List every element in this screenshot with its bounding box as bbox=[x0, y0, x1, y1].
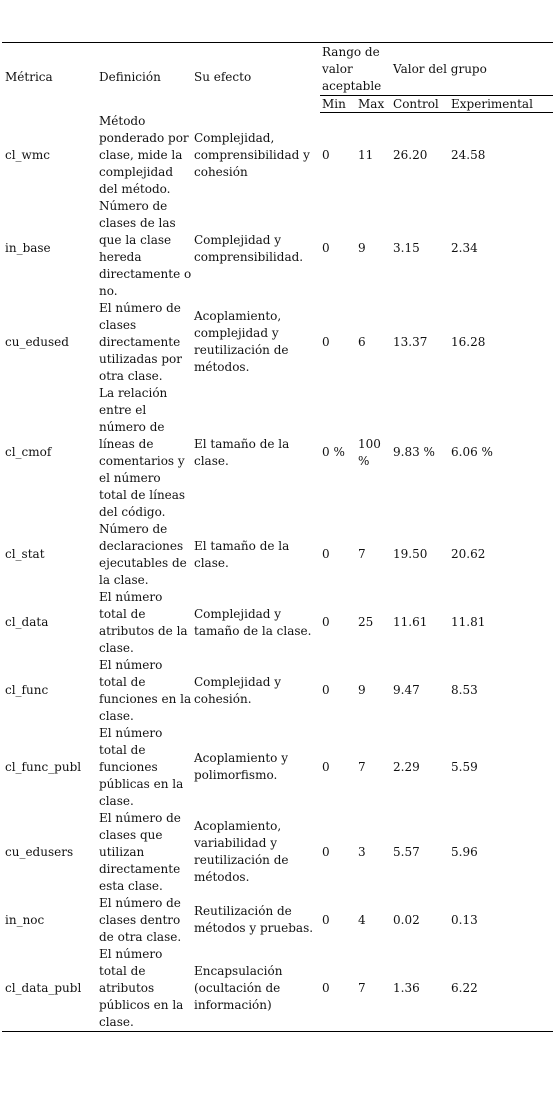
cell-metrica: cl_stat bbox=[5, 547, 45, 561]
cell-efecto: Encapsulación (ocultación de información) bbox=[192, 946, 320, 1032]
cell-metrica: cl_wmc bbox=[5, 147, 50, 162]
cell-control: 9.83 % bbox=[393, 445, 435, 459]
cell-definicion: Número de declaraciones ejecutables de la clase. bbox=[99, 521, 187, 587]
cell-min: 0 bbox=[322, 547, 330, 561]
cell-experimental: 6.06 % bbox=[451, 445, 493, 459]
cell-experimental: 6.22 bbox=[449, 946, 553, 1032]
cell-experimental: 0.13 bbox=[451, 912, 478, 927]
cell-definicion: El número total de funciones públicas en la clase. bbox=[99, 725, 184, 808]
table-row bbox=[2, 810, 553, 895]
table-row bbox=[2, 385, 553, 521]
cell-experimental: 20.62 bbox=[451, 547, 486, 561]
cell-efecto: El tamaño de la clase. bbox=[194, 538, 290, 570]
cell-definicion: La relación entre el número de líneas de comentarios y el número total de líneas del código. bbox=[99, 385, 186, 519]
cell-control: 2.29 bbox=[393, 759, 420, 774]
cell-experimental: 24.58 bbox=[451, 147, 486, 162]
cell-metrica: cl_func_publ bbox=[5, 759, 82, 774]
cell-control: 3.15 bbox=[393, 241, 420, 255]
header-control: Control bbox=[391, 96, 449, 113]
cell-metrica: cl_data bbox=[5, 615, 49, 629]
cell-max: 25 bbox=[358, 615, 374, 629]
header-metrica: Métrica bbox=[2, 43, 97, 113]
cell-control: 0.02 bbox=[393, 912, 420, 927]
table-row bbox=[2, 895, 553, 946]
cell-max: 6 bbox=[358, 334, 366, 349]
cell-metrica: cl_func bbox=[5, 683, 49, 697]
cell-min: 0 bbox=[322, 147, 330, 162]
cell-efecto: Complejidad y comprensibilidad. bbox=[194, 232, 304, 264]
cell-experimental: 8.53 bbox=[451, 683, 478, 697]
cell-min: 0 bbox=[322, 615, 330, 629]
cell-min: 0 bbox=[322, 241, 330, 255]
cell-metrica: cu_edused bbox=[5, 334, 69, 349]
table-row bbox=[2, 657, 553, 725]
table-row bbox=[2, 946, 553, 1032]
cell-max: 9 bbox=[358, 683, 366, 697]
cell-max: 7 bbox=[358, 759, 366, 774]
cell-definicion: El número total de atributos de la clase. bbox=[99, 589, 188, 655]
table-row bbox=[2, 113, 553, 198]
cell-max: 11 bbox=[358, 147, 374, 162]
table-row bbox=[2, 198, 553, 300]
cell-max: 7 bbox=[358, 547, 366, 561]
cell-min: 0 bbox=[320, 946, 356, 1032]
table-row bbox=[2, 521, 553, 589]
cell-efecto: Complejidad, comprensibilidad y cohesión bbox=[194, 130, 310, 179]
cell-control: 26.20 bbox=[393, 147, 428, 162]
cell-max: 4 bbox=[358, 912, 366, 927]
cell-max: 7 bbox=[356, 946, 391, 1032]
cell-experimental: 2.34 bbox=[451, 241, 478, 255]
cell-min: 0 bbox=[322, 759, 330, 774]
header-rango: Rango de valor aceptable bbox=[320, 43, 391, 96]
cell-max: 100 % bbox=[358, 436, 381, 468]
cell-efecto: Acoplamiento y polimorfismo. bbox=[194, 751, 288, 782]
header-grupo: Valor del grupo bbox=[391, 43, 553, 96]
cell-efecto: Acoplamiento, variabilidad y reutilización de métodos. bbox=[194, 819, 289, 884]
cell-metrica: cl_cmof bbox=[5, 445, 52, 459]
cell-control: 9.47 bbox=[393, 683, 420, 697]
cell-control: 1.36 bbox=[391, 946, 449, 1032]
cell-min: 0 bbox=[322, 334, 330, 349]
cell-metrica: cu_edusers bbox=[5, 844, 74, 859]
cell-experimental: 16.28 bbox=[451, 334, 486, 349]
header-max: Max bbox=[356, 96, 391, 113]
cell-experimental: 5.96 bbox=[451, 844, 478, 859]
cell-definicion: Método ponderado por clase, mide la complejidad del método. bbox=[99, 113, 189, 196]
header-experimental: Experimental bbox=[449, 96, 553, 113]
cell-definicion: El número de clases que utilizan directamente esta clase. bbox=[99, 810, 181, 893]
cell-max: 3 bbox=[358, 844, 366, 859]
header-definicion: Definición bbox=[97, 43, 192, 113]
cell-efecto: Reutilización de métodos y pruebas. bbox=[194, 904, 314, 935]
header-efecto: Su efecto bbox=[192, 43, 320, 113]
cell-experimental: 11.81 bbox=[451, 615, 486, 629]
cell-efecto: Complejidad y cohesión. bbox=[194, 674, 282, 706]
cell-efecto: Complejidad y tamaño de la clase. bbox=[194, 606, 312, 638]
cell-definicion: El número de clases directamente utilizadas por otra clase. bbox=[99, 300, 182, 383]
cell-metrica: cl_data_publ bbox=[2, 946, 97, 1032]
cell-efecto: El tamaño de la clase. bbox=[194, 436, 290, 468]
cell-metrica: in_base bbox=[5, 241, 51, 255]
table-row bbox=[2, 725, 553, 810]
cell-metrica: in_noc bbox=[5, 912, 45, 927]
cell-control: 11.61 bbox=[393, 615, 428, 629]
cell-min: 0 bbox=[322, 683, 330, 697]
cell-definicion: Número de clases de las que la clase hereda directamente o no. bbox=[99, 198, 192, 298]
cell-definicion: El número total de atributos públicos en la clase. bbox=[97, 946, 192, 1032]
header-min: Min bbox=[320, 96, 356, 113]
cell-definicion: El número total de funciones en la clase. bbox=[99, 657, 192, 723]
cell-control: 13.37 bbox=[393, 334, 428, 349]
table-row bbox=[2, 300, 553, 385]
metrics-table bbox=[2, 42, 553, 1032]
cell-experimental: 5.59 bbox=[451, 759, 478, 774]
cell-control: 5.57 bbox=[393, 844, 420, 859]
cell-min: 0 bbox=[322, 844, 330, 859]
cell-definicion: El número de clases dentro de otra clase. bbox=[99, 895, 182, 944]
cell-max: 9 bbox=[358, 241, 366, 255]
cell-min: 0 bbox=[322, 912, 330, 927]
cell-efecto: Acoplamiento, complejidad y reutilización de métodos. bbox=[194, 309, 289, 374]
table-row bbox=[2, 589, 553, 657]
cell-control: 19.50 bbox=[393, 547, 428, 561]
cell-min: 0 % bbox=[322, 445, 345, 459]
